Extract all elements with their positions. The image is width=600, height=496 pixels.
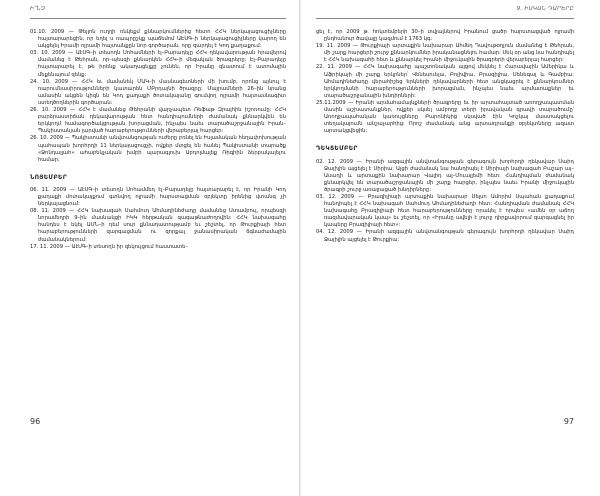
left-page-number: 96 xyxy=(30,417,41,426)
right-page-number: 97 xyxy=(563,417,574,426)
left-running-head: Ի՞ՆՉ xyxy=(30,6,46,12)
chronology-entry: ցել է, որ 2009 թ. հոկտեմբերի 30–ի տվյալներով Իրանում ցածր հարստացված ոլրամի ընդհանուր ծավալը կազմում է 1763 կգ: xyxy=(316,29,574,43)
chronology-entry: 08. 11. 2009 — ՀՀԿ նախագահ Սահմուդ Ահմադինեժադը մամանեց Ստամբուլ, որպեսզի նորամեղրի 9–ին մասնակցի ԻԿԿ հերթական գագաթնաժողովին: ՀՀԿ նախագահը հանդես է եկել ԱՄՆ–ի դեմ սուր քննադատությամբ եւ շեշտել, որ Թուրքիայի հետ հարաբերությունների զարգացման ու զորքալ ջանասիրական ճգնաժամային ժամանակներում: xyxy=(30,208,286,243)
chronology-entry: 03. 12. 2009 — Բրազիլիայի արտաքին նախարար Սելսո Ամորիմ Սպահան քաղաքում հանդիպել է ՀՀԿ նախագահ Սահմուդ Ահմադինեժադի հետ: Հանդիպման ժամանակ ՀՀԿ նախագահը Բրազիլիայի հետ հարաբերությունները որակել է որպես «ամեն օր աճող ռազմավարական կապ» եւ շեշտել, որ «Իրանը ավելի է լուրջ դիրքավորում զարգացնել իր կապերը Բրազիլիայի հետ»: xyxy=(316,193,574,229)
right-running-head: 9. ԻՍԿԱՆ ԴԱՐԵՐԸ xyxy=(516,6,574,12)
chronology-entry: 24. 10. 2009 — ՀՀԿ եւ մամանեկ ՄԱԿ–ի մասնագետների մի խումբ, որոնց այնուլ է ռարումնասիրությունների կատարեն ՄԲրդայնի ծրագրը: Մայրամների 26–ին նրանց ամասին ակցեն կիզն են Կոդ քաղաքի ծոտակայանը գումվող ոլրամի հայտասնագիտ ստեղծողներին գործարան: xyxy=(30,78,287,106)
right-header-rule xyxy=(316,18,574,19)
section-heading-december: ԴԵԿՏԵՄԲԵՐ xyxy=(316,145,358,153)
chronology-entry: 25.11.2009 — Իրանի արմահամայնքների ծրագրերը եւ իր արտահայտած առողջապատման մասին աշխատանքներ, ովքեր սկսել ամբողջ տերի իրավական գրավի տարածումը՝ Առողջապահական կառույցները Բարոնիկից սկսված էին Կոշկայ մաստակցելու տեղակայումն անշաչարհից: Որոշ ժամանակ անց արտադրանքի օբյեկտները ազատ արտակցվեցին: xyxy=(316,99,574,135)
chronology-entry: 26. 10. 2009 — Պակիստանի անվտանգության ուժերը բռնել են Իսլամական հեղափոխության պահապան խորհրդի 11 ներկայացուցչի, ովքեր մտցել են հանել Պակիստանի տարածք «Ջոնդալլահ» ահաբեկչական խմբի պարագլուխ Աբդոլմալեք Ռիգիին ձերբակալելու համար: xyxy=(30,135,286,163)
left-entries xyxy=(30,29,286,251)
chronology-entry: 22. 11. 2009 — ՀՀԿ նախագահը պաշտոնական այցով մեկնել է Հարավային Ամերիկա և Աֆրիկայի մի շարք երկրներ՝ Վենեսուելա, Բոլիվիա, Բրազիլիա, Սենեգալ և Գամբիա: Ահմադինեժադը վերահիշեց երկների ղեկավարների հետ անցկացրել է քննարկումներ երկկողմանի հարաբերությունների խորացման, ինչպես նաեւ արմատաքներ եւ տարածաշրջանային խնդիրների: xyxy=(316,64,574,99)
left-header-rule xyxy=(30,18,286,19)
chronology-entry: 01.10. 2009 — Թեյլոն ուղղի ռնկեքմ քննարկումներից հետո ՀՀԿ ներկայացուցիչները հայտարարեցին, որ եղել ս ռապրըշկք պաճեմոմ ԱԷՍԳ–ի ներկայացուցիչները կարող են ակցելել Իրամի ոլրամի հայտանքըն նոր գործարան, որը զարդել է Կոդ քաղաքում: xyxy=(30,29,287,50)
chronology-entry: 06. 11. 2009 — ԱէՍԳ–ի տեսողն Սոհամմեդ էլ–Բարադեյը հայտարարել է, որ Իրանի Կոդ քաղաքի մոտակայքում գտնվող ոլրամի հարստացման օբյեկտը իրենից վտանգ չի ներկայացնում: xyxy=(30,186,286,208)
chronology-entry: 04. 12. 2009 — Իրանի ազգային անվտանգության գերագույն խորհրդի ղեկավար Սաիդ Ջալիլին այցելել է Թուրքիա: xyxy=(316,229,574,243)
right-page xyxy=(300,0,600,496)
section-heading-november: ՆՈՅԵՄԲԵՐ xyxy=(30,173,68,181)
chronology-entry: 03. 10. 2009 — ԱէՍԳ–ի տեսողն Սոհամների էլ–Բարադեյը ՀՀԿ ղեկավարության հրավերով մամանեց է Թեհրան, որ–պեսզի քննարկեն ՀՀԿ–ի մեզական ծրագրերը: Էլ–Բարադեյը հայտարարել է, թե իրենք ակաղացնյքը չունեն, որ Իրանը զնատում է ատոմային մեքենայում զենք: xyxy=(30,50,287,78)
chronology-entry: 17. 11. 2009 — ԱէՍԳ–ի տեսողն իր զեկույցում հաստատե– xyxy=(30,243,188,250)
chronology-entry: 26. 10. 2009 — ՀՀԿ է մամանեց Թեհրանի վարչապետ Ռեֆաթ Զրալհին իշոռումը: ՀՀԿ բարձրաստիճան ղեկավարության հետ հանդիպումների ժամանակ քննարկվեն են երկկողմ համագործակցության խորացման, ինչպես նաեւ տարածաշրջանային Իրան–Պակիստանյան լարված հարաբերությունների վերաբերյալ հարցեր: xyxy=(30,107,286,135)
right-entries xyxy=(316,29,574,244)
chronology-entry: 02. 12. 2009 — Իրանի ազգային անվտանգության գերագույն խորհրդի ղեկավար Սաիդ Ջալիլին այցելել է Սիրիա: Այցի ժամանակ նա հանդիպել է Սիրիայի նախագահ Բաշար ալ–Ասադի և արտաքին նախարար Վալիդ ալ–Մուալլեմի հետ: Հանդիպման ժամանակ քննարկվել են տարածաշրջանային մի շարք հարցեր, ինչպես նաեւ Իրանի միջուկային ծրագրի շուրջ առաջացած խնդիրները: xyxy=(316,158,574,193)
chronology-entry: 19. 11. 2009 — Թուրքիայի արտաքին նախարար Ահմեդ Դավութօղլուն մամանեց է Թեհրան, մի շարք հարցերի շուրջ քննարկումներ իրականացնելու համար: Սեկ օր անց նա հանդիպել է ՀՀԿ նախագահի հետ և քննարկել Իրանի միջուկային ծրագրերի վերաբերյալ հարցեր: xyxy=(316,43,574,64)
